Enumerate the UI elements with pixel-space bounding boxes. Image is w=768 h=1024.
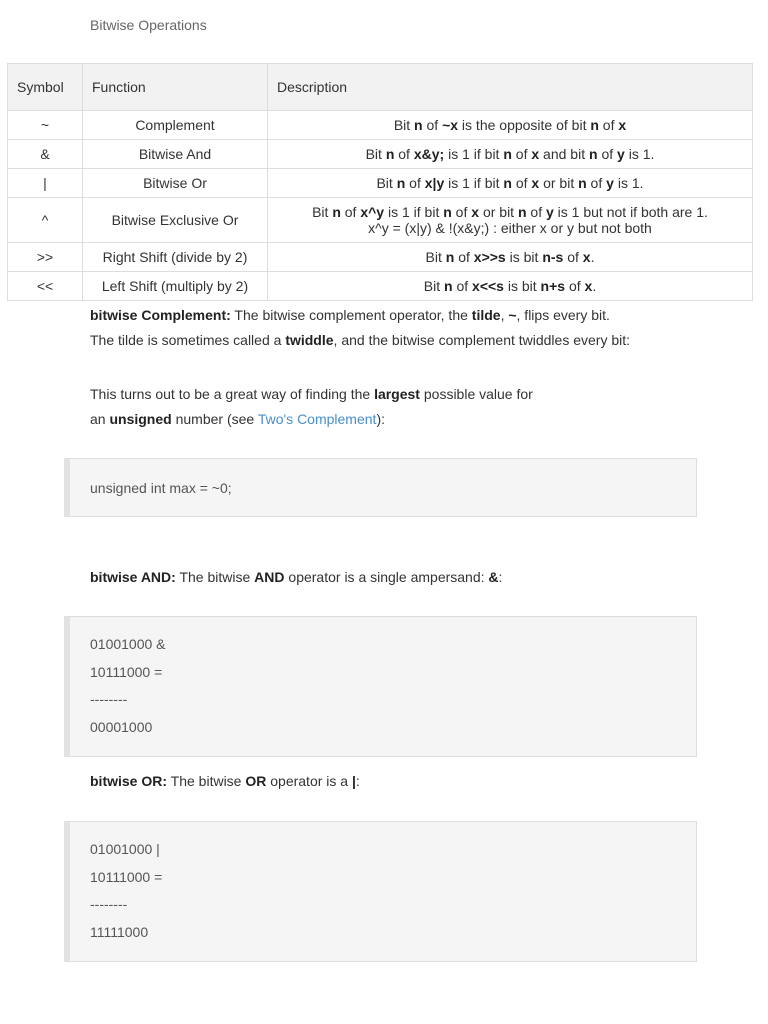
and-text: : (498, 569, 503, 585)
description-emphasis: n+s (540, 278, 566, 294)
and-heading: bitwise AND: (90, 569, 176, 585)
description-text: of (563, 249, 583, 265)
table-row (8, 198, 753, 243)
description-text: of (394, 146, 414, 162)
symbol-cell: & (8, 140, 83, 169)
largest-value-paragraph (90, 382, 533, 432)
or-text: operator is a (266, 773, 352, 789)
complement-code-block (64, 458, 697, 517)
code-line: 11111000 (90, 923, 149, 940)
table-row (8, 111, 753, 140)
header-description: Description (268, 64, 753, 111)
description-text: of (511, 146, 532, 162)
table-header-row (8, 64, 753, 111)
description-text: and bit (539, 146, 589, 162)
description-text: is 1 if bit (384, 204, 444, 220)
or-heading: bitwise OR: (90, 773, 168, 789)
description-text: . (592, 278, 597, 294)
complement-heading: bitwise Complement: (90, 307, 231, 323)
twos-complement-link[interactable]: Two's Complement (257, 411, 377, 427)
description-text: of (565, 278, 585, 294)
table-row (8, 169, 753, 198)
description-cell (268, 243, 753, 272)
code-line: 10111000 = (90, 868, 163, 885)
paragraph-text: number (see (171, 411, 258, 427)
description-text: . (590, 249, 595, 265)
function-cell: Bitwise Or (83, 169, 268, 198)
description-text: is bit (503, 278, 541, 294)
description-text: Bit (423, 278, 444, 294)
description-formula: x^y = (x|y) & !(x&y;) : either x or y but not both (368, 220, 652, 236)
description-emphasis: y (617, 146, 625, 162)
pipe-symbol: | (351, 773, 356, 789)
description-cell (268, 111, 753, 140)
or-text: The bitwise (167, 773, 246, 789)
description-text: is 1 but not if both are 1. (553, 204, 708, 220)
description-text: of (598, 117, 619, 133)
code-line: -------- (90, 691, 128, 707)
bitwise-operations-table (7, 63, 753, 301)
code-line: unsigned int max = ~0; (90, 480, 232, 496)
paragraph-text: an (90, 411, 110, 427)
code-line: 01001000 & (90, 636, 166, 652)
complement-text: , and the bitwise complement twiddles every bit: (333, 332, 631, 348)
description-cell (268, 169, 753, 198)
description-text: of (511, 175, 532, 191)
complement-text: , (500, 307, 509, 323)
tilde-word: tilde (471, 307, 501, 323)
description-emphasis: n (445, 249, 455, 265)
symbol-cell: ^ (8, 198, 83, 243)
function-cell: Bitwise Exclusive Or (83, 198, 268, 243)
description-emphasis: n (589, 146, 598, 162)
description-emphasis: n (517, 204, 527, 220)
or-code-block (64, 821, 697, 962)
description-emphasis: x (531, 175, 540, 191)
complement-text: The tilde is sometimes called a (90, 332, 286, 348)
description-emphasis: n (503, 146, 512, 162)
description-text: of (422, 117, 443, 133)
description-emphasis: y (606, 175, 614, 191)
description-emphasis: n (578, 175, 587, 191)
description-text: is 1. (624, 146, 655, 162)
or-text: : (355, 773, 360, 789)
description-emphasis: x&y; (413, 146, 445, 162)
description-text: is 1. (613, 175, 644, 191)
symbol-cell: << (8, 272, 83, 301)
description-text: Bit (393, 117, 415, 133)
complement-text: The bitwise complement operator, the (230, 307, 472, 323)
description-text: of (405, 175, 425, 191)
description-emphasis: x (531, 146, 540, 162)
or-paragraph (90, 769, 360, 794)
page-title: Bitwise Operations (90, 17, 207, 33)
ampersand-symbol: & (488, 569, 499, 585)
or-word: OR (245, 773, 267, 789)
description-emphasis: x|y (424, 175, 445, 191)
symbol-cell: | (8, 169, 83, 198)
code-line: 00001000 (90, 718, 153, 735)
description-text: Bit (376, 175, 397, 191)
table-row (8, 272, 753, 301)
description-emphasis: x (618, 117, 627, 133)
largest-word: largest (374, 386, 420, 402)
table-row (8, 140, 753, 169)
paragraph-text: possible value for (419, 386, 533, 402)
and-paragraph (90, 565, 502, 590)
symbol-cell: >> (8, 243, 83, 272)
complement-text: , flips every bit. (516, 307, 610, 323)
description-text: is 1 if bit (444, 175, 504, 191)
description-text: or bit (479, 204, 518, 220)
function-cell: Left Shift (multiply by 2) (83, 272, 268, 301)
description-text: of (597, 146, 618, 162)
description-emphasis: n (332, 204, 341, 220)
complement-paragraph (90, 303, 630, 353)
and-text: The bitwise (175, 569, 255, 585)
paragraph-text: ): (376, 411, 385, 427)
description-emphasis: x^y (360, 204, 385, 220)
description-text: of (340, 204, 361, 220)
and-word: AND (254, 569, 285, 585)
description-text: is 1 if bit (444, 146, 504, 162)
and-text: operator is a single ampersand: (284, 569, 489, 585)
description-emphasis: ~x (442, 117, 459, 133)
description-text: of (454, 249, 474, 265)
description-emphasis: n (444, 278, 453, 294)
description-emphasis: n (414, 117, 423, 133)
description-emphasis: x (471, 204, 480, 220)
description-text: is bit (505, 249, 543, 265)
description-emphasis: n-s (542, 249, 564, 265)
header-symbol: Symbol (8, 64, 83, 111)
paragraph-text: This turns out to be a great way of finding the (90, 386, 375, 402)
description-text: Bit (425, 249, 446, 265)
description-emphasis: n (590, 117, 599, 133)
description-text: or bit (539, 175, 579, 191)
function-cell: Complement (83, 111, 268, 140)
description-text: of (526, 204, 546, 220)
code-line: 01001000 | (90, 841, 160, 857)
description-text: of (452, 278, 473, 294)
description-emphasis: n (503, 175, 512, 191)
description-emphasis: x<<s (472, 278, 504, 294)
description-emphasis: n (385, 146, 395, 162)
code-line: -------- (90, 896, 128, 912)
description-text: Bit (312, 204, 333, 220)
description-cell (268, 140, 753, 169)
symbol-cell: ~ (8, 111, 83, 140)
tilde-symbol: ~ (508, 307, 517, 323)
description-cell (268, 198, 753, 243)
description-emphasis: n (396, 175, 406, 191)
function-cell: Bitwise And (83, 140, 268, 169)
description-text: of (586, 175, 607, 191)
code-line: 10111000 = (90, 663, 163, 680)
description-cell (268, 272, 753, 301)
unsigned-word: unsigned (109, 411, 172, 427)
description-text: is the opposite of bit (458, 117, 591, 133)
header-function: Function (83, 64, 268, 111)
function-cell: Right Shift (divide by 2) (83, 243, 268, 272)
description-emphasis: x (584, 278, 593, 294)
and-code-block (64, 616, 697, 757)
table-row (8, 243, 753, 272)
description-emphasis: x>>s (473, 249, 506, 265)
description-emphasis: x (582, 249, 591, 265)
description-text: Bit (365, 146, 386, 162)
description-text: of (451, 204, 472, 220)
description-emphasis: n (443, 204, 452, 220)
description-emphasis: y (546, 204, 554, 220)
twiddle-word: twiddle (285, 332, 334, 348)
